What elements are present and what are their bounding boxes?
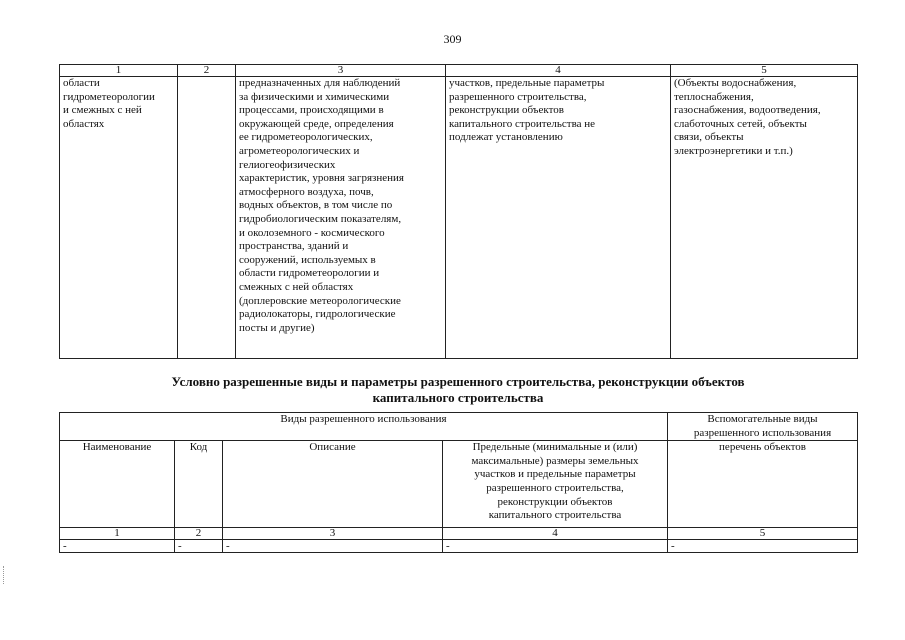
header-limits: Предельные (минимальные и (или) максимальные) размеры земельных участков и предельные параметры разрешенного строительства, реконструкции объектов капитального строительства	[443, 441, 668, 528]
column-number: 5	[671, 65, 858, 77]
cell-description: предназначенных для наблюдений за физическими и химическими процессами, происходящими в окружающей среде, определения ее гидрометеорологических, агрометеорологических и гелиогеофизических характеристик, уровня загрязнения атмосферного воздуха, почв, водных объектов, в том числе по гидробиологическим показателям, и околоземного - космического пространства, зданий и сооружений, используемых в области гидрометеорологии и смежных с ней областях (доплеровские метеорологические радиолокаторы, гидрологические посты и другие)	[236, 77, 446, 359]
column-number: 3	[236, 65, 446, 77]
cell-name: области гидрометеорологии и смежных с ней областях	[60, 77, 178, 359]
column-number: 1	[60, 528, 175, 540]
cell-value: -	[443, 540, 668, 553]
column-header-row	[60, 441, 858, 528]
group-header-row	[60, 413, 858, 441]
cell-code	[178, 77, 236, 359]
header-name: Наименование	[60, 441, 175, 528]
cell-value: -	[175, 540, 223, 553]
column-number: 4	[446, 65, 671, 77]
column-number-row	[60, 528, 858, 540]
column-number: 4	[443, 528, 668, 540]
group-header-auxiliary: Вспомогательные виды разрешенного использования	[668, 413, 858, 441]
cell-auxiliary: (Объекты водоснабжения, теплоснабжения, газоснабжения, водоотведения, слаботочных сетей, объекты связи, объекты электроэнергетики и т.п.)	[671, 77, 858, 359]
column-number: 5	[668, 528, 858, 540]
cell-parameters: участков, предельные параметры разрешенного строительства, реконструкции объектов капитального строительства не подлежат установлению	[446, 77, 671, 359]
table-row	[60, 540, 858, 553]
column-number: 3	[223, 528, 443, 540]
column-number: 2	[178, 65, 236, 77]
header-description: Описание	[223, 441, 443, 528]
continued-table	[59, 64, 858, 359]
cell-value: -	[223, 540, 443, 553]
header-objects: перечень объектов	[668, 441, 858, 528]
scan-margin-mark	[3, 566, 6, 584]
table-row	[60, 77, 858, 359]
cell-value: -	[60, 540, 175, 553]
column-number: 1	[60, 65, 178, 77]
section-title: Условно разрешенные виды и параметры разрешенного строительства, реконструкции объектов капитального строительства	[171, 374, 745, 405]
column-number: 2	[175, 528, 223, 540]
cell-value: -	[668, 540, 858, 553]
column-number-row	[60, 65, 858, 77]
group-header-main: Виды разрешенного использования	[60, 413, 668, 441]
page-number: 309	[443, 32, 462, 46]
header-code: Код	[175, 441, 223, 528]
conditional-uses-table	[59, 412, 858, 553]
